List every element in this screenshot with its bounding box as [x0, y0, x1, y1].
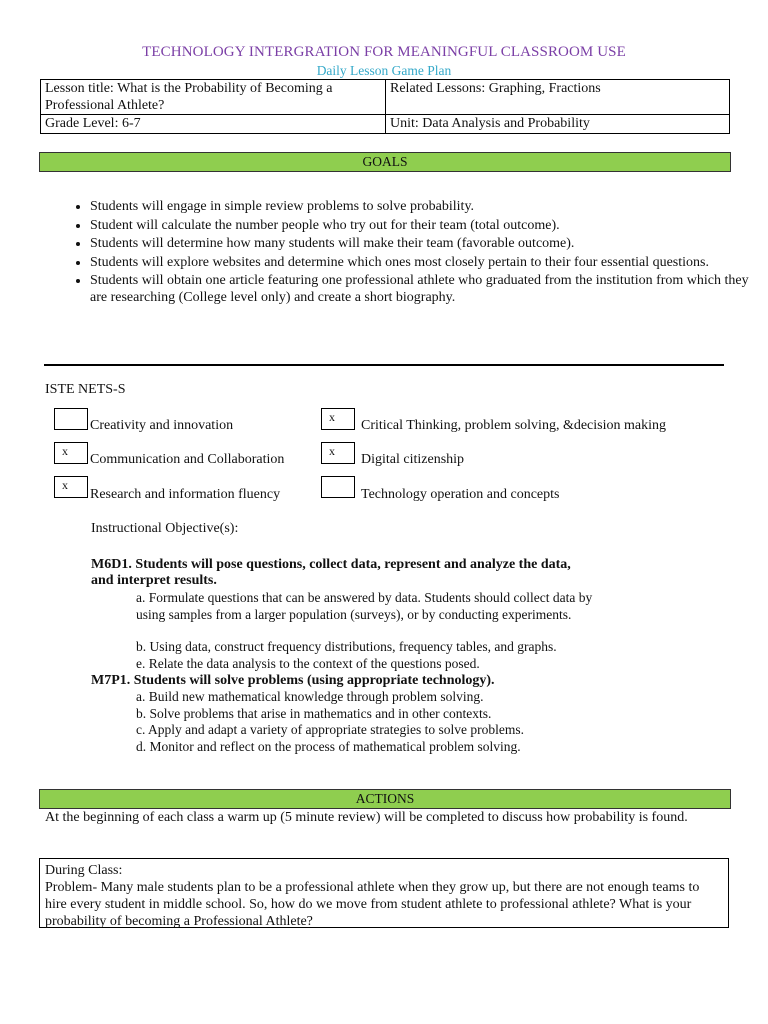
goals-list — [40, 198, 750, 308]
lesson-title-cell: Lesson title: What is the Probability of Becoming a Professional Athlete? — [41, 80, 386, 115]
actions-heading: ACTIONS — [39, 789, 731, 809]
actions-intro: At the beginning of each class a warm up (5 minute review) will be completed to discuss how probability is found. — [45, 810, 688, 825]
objective-item: c. Apply and adapt a variety of appropriate strategies to solve problems. — [136, 722, 525, 737]
standard-m6d1-cont: and interpret results. — [91, 573, 217, 588]
during-class-label: During Class: — [45, 863, 123, 878]
objective-item: b. Solve problems that arise in mathematics and in other contexts. — [136, 706, 492, 721]
checkbox-label-communication: Communication and Collaboration — [90, 452, 285, 467]
checkbox-label-creativity: Creativity and innovation — [90, 418, 234, 433]
goal-item: • Student will calculate the number people who try out for their team (total outcome). — [90, 217, 750, 234]
section-divider — [44, 364, 724, 366]
objective-item: d. Monitor and reflect on the process of mathematical problem solving. — [136, 739, 521, 754]
lesson-info-table — [40, 79, 730, 134]
unit-cell: Unit: Data Analysis and Probability — [386, 115, 730, 134]
grade-level-cell: Grade Level: 6-7 — [41, 115, 386, 134]
goal-item: • Students will obtain one article featuring one professional athlete who graduated from the institution from which they are researching (College level only) and create a short biography. — [90, 272, 750, 306]
during-class-box — [39, 858, 729, 928]
checkbox-research[interactable]: x — [54, 476, 88, 498]
checkbox-digital-citizenship[interactable]: x — [321, 442, 355, 464]
related-lessons-cell: Related Lessons: Graphing, Fractions — [386, 80, 730, 115]
checkbox-technology-operation[interactable] — [321, 476, 355, 498]
document-subtitle: Daily Lesson Game Plan — [316, 63, 452, 78]
objective-item: e. Relate the data analysis to the context of the questions posed. — [136, 656, 480, 671]
standard-m7p1: M7P1. Students will solve problems (using appropriate technology). — [91, 673, 495, 688]
goal-item: • Students will determine how many students will make their team (favorable outcome). — [90, 235, 750, 252]
objective-item: b. Using data, construct frequency distributions, frequency tables, and graphs. — [136, 639, 557, 654]
during-class-text: Problem- Many male students plan to be a professional athlete when they grow up, but there are not enough teams to hire every student in middle school. So, how do we move from student athlete to professional athlete? What is your probability of becoming a Professional Athlete? — [45, 880, 700, 929]
goal-item: • Students will explore websites and determine which ones most closely pertain to their four essential questions. — [90, 254, 750, 271]
checkbox-label-research: Research and information fluency — [90, 487, 281, 502]
goal-item: • Students will engage in simple review problems to solve probability. — [90, 198, 750, 215]
goals-heading: GOALS — [39, 152, 731, 172]
checkbox-creativity[interactable] — [54, 408, 88, 430]
checkbox-label-technology-operation: Technology operation and concepts — [361, 487, 560, 502]
standard-m6d1: M6D1. Students will pose questions, collect data, represent and analyze the data, — [91, 557, 571, 572]
objectives-heading: Instructional Objective(s): — [91, 521, 239, 536]
iste-heading: ISTE NETS-S — [45, 382, 126, 397]
checkbox-label-digital-citizenship: Digital citizenship — [361, 452, 465, 467]
checkbox-label-critical-thinking: Critical Thinking, problem solving, &decision making — [361, 418, 666, 433]
objective-item: a. Build new mathematical knowledge through problem solving. — [136, 689, 484, 704]
checkbox-critical-thinking[interactable]: x — [321, 408, 355, 430]
objective-item: a. Formulate questions that can be answered by data. Students should collect data by using samples from a larger population (surveys), or by conducting experiments. — [136, 590, 593, 622]
document-title: TECHNOLOGY INTERGRATION FOR MEANINGFUL CLASSROOM USE — [142, 44, 626, 60]
checkbox-communication[interactable]: x — [54, 442, 88, 464]
